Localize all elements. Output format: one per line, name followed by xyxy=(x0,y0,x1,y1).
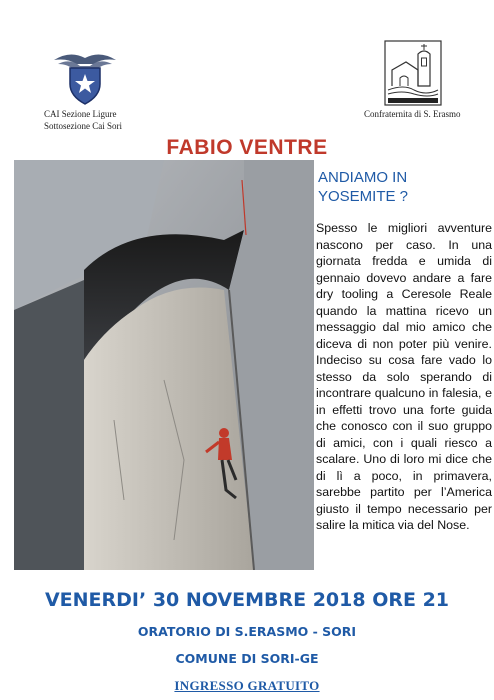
event-date-time: VENERDI’ 30 NOVEMBRE 2018 ORE 21 xyxy=(44,589,450,611)
page-title: FABIO VENTRE xyxy=(166,136,328,159)
article-body: Spesso le migliori avventure nascono per caso. In una giornata fredda e umida di gennaio dovevo andare a fare dry tooling a Ceresole Reale quando la mattina ricevo un messaggio dal mio amico che diceva di non poter più venire. Indeciso su cosa fare vado lo stesso da solo sperando di incontrare qualcuno in falesia, e in effetti trovo una forte guida che conosco con il suo gruppo di amici, con i quali riesco a scalare. Uno di loro mi dice che di lì a poco, in primavera, sarebbe partito per l’America giusto il tempo necessario per salire la mitica via del Nose. xyxy=(316,221,492,532)
event-venue: ORATORIO DI S.ERASMO - SORI xyxy=(137,624,357,639)
event-comune: COMUNE DI SORI-GE xyxy=(175,651,319,666)
subtitle-line1: ANDIAMO IN xyxy=(318,169,408,186)
cai-org-line1: CAI Sezione Ligure xyxy=(44,109,117,119)
cai-org-line2: Sottosezione Cai Sori xyxy=(44,121,122,131)
confraternita-logo xyxy=(384,40,442,106)
cai-org-name xyxy=(44,108,122,132)
cai-logo xyxy=(50,48,120,106)
climbing-photo xyxy=(14,160,314,570)
confraternita-org-name: Confraternita di S. Erasmo xyxy=(364,109,461,119)
subtitle-line2: YOSEMITE ? xyxy=(318,188,409,205)
free-entry-label: INGRESSO GRATUITO xyxy=(174,678,320,693)
article-subtitle xyxy=(318,168,488,206)
